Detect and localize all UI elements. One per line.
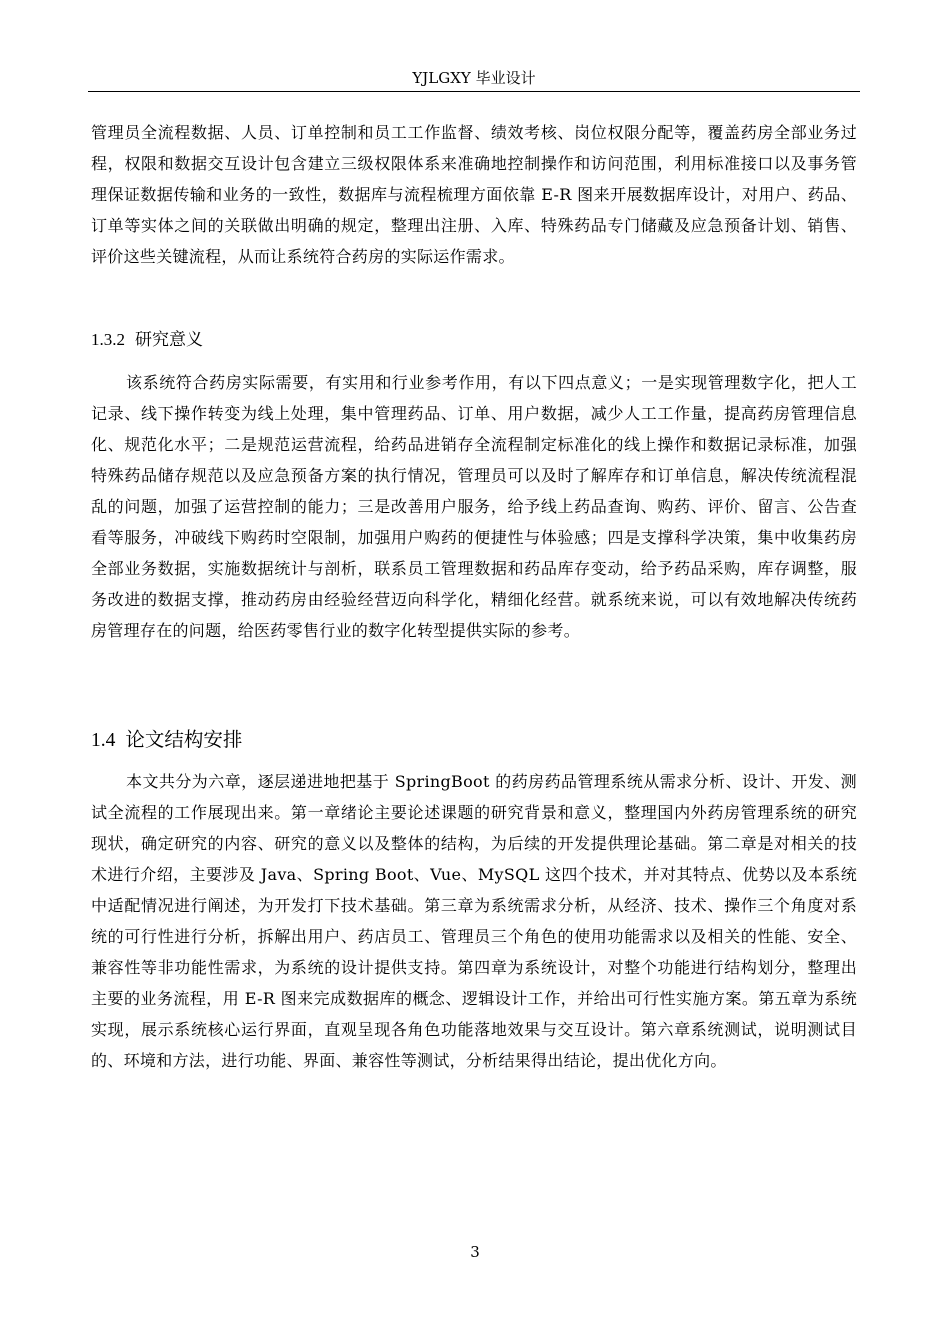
section-number: 1.3.2 bbox=[91, 330, 125, 349]
research-significance-paragraph: 该系统符合药房实际需要，有实用和行业参考作用，有以下四点意义；一是实现管理数字化，把人工记录、线下操作转变为线上处理，集中管理药品、订单、用户数据，减少人工工作量，提高药房管理信息化、规范化水平；二是规范运营流程，给药品进销存全流程制定标准化的线上操作和数据记录标准，加强特殊药品储存规范以及应急预备方案的执行情况，管理员可以及时了解库存和订单信息，解决传统流程混乱的问题，加强了运营控制的能力；三是改善用户服务，给予线上药品查询、购药、评价、留言、公告查看等服务，冲破线下购药时空限制，加强用户购药的便捷性与体验感；四是支撑科学决策，集中收集药房全部业务数据，实施数据统计与剖析，联系员工管理数据和药品库存变动，给予药品采购，库存调整，服务改进的数据支撑，推动药房由经验经营迈向科学化，精细化经营。就系统来说，可以有效地解决传统药房管理存在的问题，给医药零售行业的数字化转型提供实际的参考。 bbox=[91, 373, 857, 640]
section-heading-1-4 bbox=[91, 727, 242, 754]
section-title: 研究意义 bbox=[135, 330, 203, 350]
page-header-title: YJLGXY 毕业设计 bbox=[412, 69, 536, 87]
thesis-structure-paragraph: 本文共分为六章，逐层递进地把基于 SpringBoot 的药房药品管理系统从需求分析、设计、开发、测试全流程的工作展现出来。第一章绪论主要论述课题的研究背景和意义，整理国内外药房管理系统的研究现状，确定研究的内容、研究的意义以及整体的结构，为后续的开发提供理论基础。第二章是对相关的技术进行介绍，主要涉及 Java、Spring Boot、Vue、MySQL 这四个技术，并对其特点、优势以及本系统中适配情况进行阐述，为开发打下技术基础。第三章为系统需求分析，从经济、技术、操作三个角度对系统的可行性进行分析，拆解出用户、药店员工、管理员三个角色的使用功能需求以及相关的性能、安全、兼容性等非功能性需求，为系统的设计提供支持。第四章为系统设计，对整个功能进行结构划分，整理出主要的业务流程，用 E-R 图来完成数据库的概念、逻辑设计工作，并给出可行性实施方案。第五章为系统实现，展示系统核心运行界面，直观呈现各角色功能落地效果与交互设计。第六章系统测试，说明测试目的、环境和方法，进行功能、界面、兼容性等测试，分析结果得出结论，提出优化方向。 bbox=[91, 772, 857, 1070]
section-heading-1-3-2 bbox=[91, 328, 203, 352]
page-number: 3 bbox=[470, 1243, 480, 1261]
intro-paragraph: 管理员全流程数据、人员、订单控制和员工工作监督、绩效考核、岗位权限分配等，覆盖药房全部业务过程，权限和数据交互设计包含建立三级权限体系来准确地控制操作和访问范围，利用标准接口以及事务管理保证数据传输和业务的一致性，数据库与流程梳理方面依靠 E-R 图来开展数据库设计，对用户、药品、订单等实体之间的关联做出明确的规定，整理出注册、入库、特殊药品专门储藏及应急预备计划、销售、评价这些关键流程，从而让系统符合药房的实际运作需求。 bbox=[91, 123, 857, 266]
section-title: 论文结构安排 bbox=[125, 728, 243, 751]
section-number: 1.4 bbox=[91, 730, 116, 751]
header-divider bbox=[88, 91, 860, 92]
